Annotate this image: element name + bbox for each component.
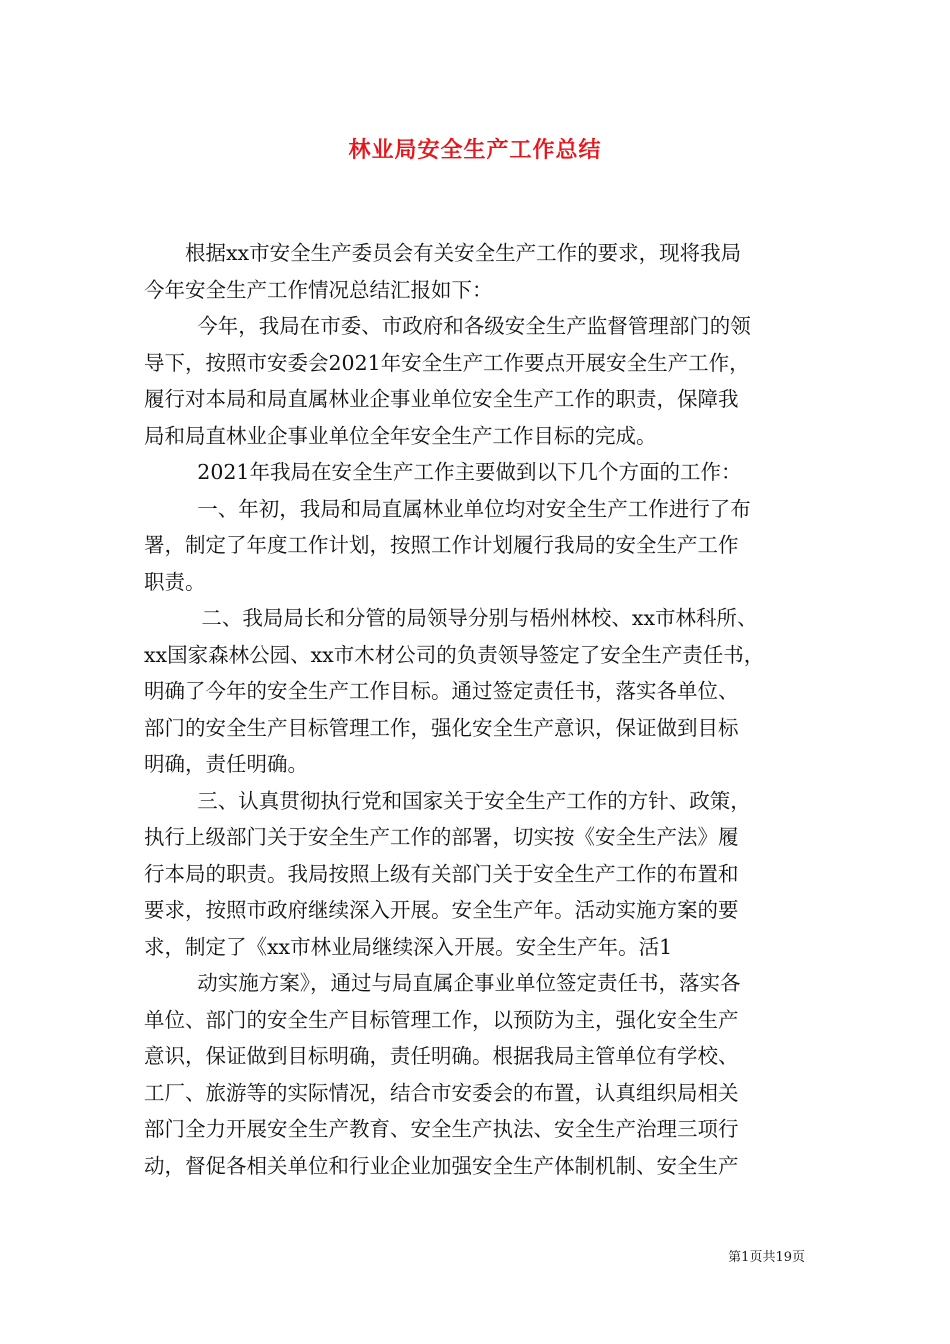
text-line: 局和局直林业企事业单位全年安全生产工作目标的完成。 — [144, 423, 657, 448]
text-line: 一、年初，我局和局直属林业单位均对安全生产工作进行了布 — [197, 496, 751, 521]
text-line: 二、我局局长和分管的局领导分别与梧州林校、xx市林科所、 — [201, 606, 758, 630]
text-line: 导下，按照市安委会2021年安全生产工作要点开展安全生产工作， — [144, 350, 750, 375]
text-line: 要求，按照市政府继续深入开展。安全生产年。活动实施方案的要 — [144, 898, 739, 922]
text-line: 职责。 — [144, 569, 206, 594]
text-line: 署，制定了年度工作计划，按照工作计划履行我局的安全生产工作 — [144, 533, 739, 557]
text-line: 部门的安全生产目标管理工作，强化安全生产意识，保证做到目标 — [144, 715, 739, 740]
text-line: xx国家森林公园、xx市木材公司的负责领导签定了安全生产责任书， — [144, 642, 765, 667]
page-number-footer: 第1页共19页 — [728, 1250, 805, 1265]
text-line: 部门全力开展安全生产教育、安全生产执法、安全生产治理三项行 — [144, 1117, 739, 1141]
text-line: 动，督促各相关单位和行业企业加强安全生产体制机制、安全生产 — [144, 1153, 739, 1178]
text-line: 执行上级部门关于安全生产工作的部署，切实按《安全生产法》履 — [144, 825, 739, 849]
document-body — [144, 235, 812, 1184]
text-line: 工厂、旅游等的实际情况，结合市安委会的布置，认真组织局相关 — [144, 1080, 739, 1105]
text-line: 今年安全生产工作情况总结汇报如下： — [144, 277, 493, 302]
text-line: 意识，保证做到目标明确，责任明确。根据我局主管单位有学校、 — [144, 1044, 739, 1068]
text-line: 根据xx市安全生产委员会有关安全生产工作的要求，现将我局 — [185, 241, 742, 265]
text-line: 2021年我局在安全生产工作主要做到以下几个方面的工作： — [197, 460, 742, 484]
text-line: 求，制定了《xx市林业局继续深入开展。安全生产年。活1 — [144, 934, 673, 959]
text-line: 明确了今年的安全生产工作目标。通过签定责任书，落实各单位、 — [144, 679, 739, 703]
text-line: 行本局的职责。我局按照上级有关部门关于安全生产工作的布置和 — [144, 861, 739, 886]
text-line: 今年，我局在市委、市政府和各级安全生产监督管理部门的领 — [197, 314, 751, 338]
text-line: 单位、部门的安全生产目标管理工作，以预防为主，强化安全生产 — [144, 1007, 739, 1032]
text-line: 动实施方案》，通过与局直属企事业单位签定责任书，落实各 — [197, 971, 741, 995]
text-line: 三、认真贯彻执行党和国家关于安全生产工作的方针、政策， — [197, 788, 751, 813]
text-line: 履行对本局和局直属林业企事业单位安全生产工作的职责，保障我 — [144, 387, 739, 411]
text-line: 明确，责任明确。 — [144, 752, 308, 776]
document-title: 林业局安全生产工作总结 — [348, 137, 602, 163]
